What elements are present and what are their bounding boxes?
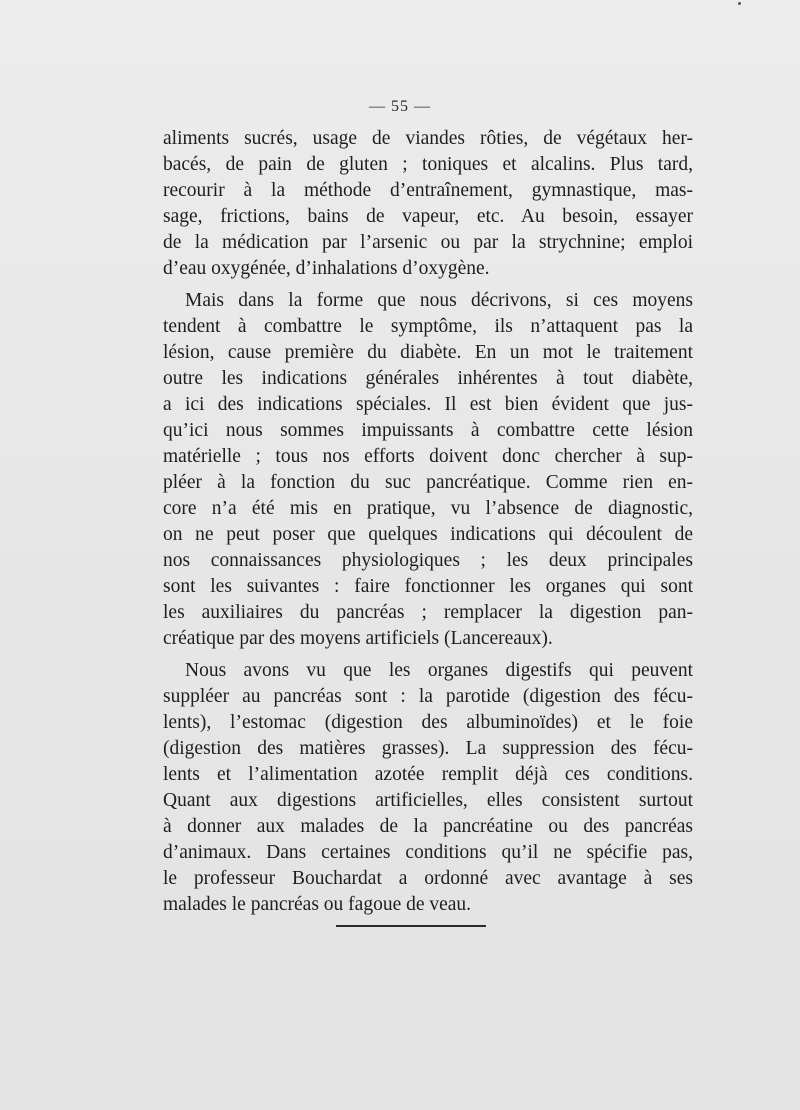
paragraph-3: [163, 658, 693, 918]
text-line: sont les suivantes : faire fonctionner les organes qui sont: [163, 576, 693, 597]
end-rule: [336, 925, 486, 927]
page-number: — 55 —: [369, 98, 431, 115]
paragraph-1: [163, 126, 693, 282]
text-line: on ne peut poser que quelques indications qui découlent de: [163, 524, 693, 545]
text-line: suppléer au pancréas sont : la parotide (digestion des fécu-: [163, 686, 693, 707]
text-line: (digestion des matières grasses). La suppression des fécu-: [163, 738, 693, 759]
text-line: le professeur Bouchardat a ordonné avec avantage à ses: [163, 868, 693, 889]
text-line: nos connaissances physiologiques ; les deux principales: [163, 550, 693, 571]
text-line: les auxiliaires du pancréas ; remplacer la digestion pan-: [163, 602, 693, 623]
text-line: créatique par des moyens artificiels (Lancereaux).: [163, 628, 553, 649]
text-line: qu’ici nous sommes impuissants à combattre cette lésion: [163, 420, 693, 441]
text-line: sage, frictions, bains de vapeur, etc. Au besoin, essayer: [163, 206, 693, 227]
text-line: lésion, cause première du diabète. En un mot le traitement: [163, 342, 693, 363]
text-line: tendent à combattre le symptôme, ils n’attaquent pas la: [163, 316, 693, 337]
text-line: recourir à la méthode d’entraînement, gymnastique, mas-: [163, 180, 693, 201]
text-line: core n’a été mis en pratique, vu l’absence de diagnostic,: [163, 498, 693, 519]
text-line: outre les indications générales inhérentes à tout diabète,: [163, 368, 693, 389]
text-line: lents), l’estomac (digestion des albuminoïdes) et le foie: [163, 712, 693, 733]
edge-speck: [738, 2, 741, 5]
text-line: d’animaux. Dans certaines conditions qu’il ne spécifie pas,: [163, 842, 693, 863]
text-line: aliments sucrés, usage de viandes rôties, de végétaux her-: [163, 128, 693, 149]
text-line: lents et l’alimentation azotée remplit déjà ces conditions.: [163, 764, 693, 785]
text-line: pléer à la fonction du suc pancréatique. Comme rien en-: [163, 472, 693, 493]
text-line: bacés, de pain de gluten ; toniques et alcalins. Plus tard,: [163, 154, 693, 175]
text-line: à donner aux malades de la pancréatine ou des pancréas: [163, 816, 693, 837]
text-line: Nous avons vu que les organes digestifs qui peuvent: [185, 660, 693, 681]
text-line: matérielle ; tous nos efforts doivent donc chercher à sup-: [163, 446, 693, 467]
text-line: Mais dans la forme que nous décrivons, si ces moyens: [185, 290, 693, 311]
text-line: a ici des indications spéciales. Il est bien évident que jus-: [163, 394, 693, 415]
text-line: malades le pancréas ou fagoue de veau.: [163, 894, 472, 915]
body-text: [163, 126, 693, 918]
text-line: d’eau oxygénée, d’inhalations d’oxygène.: [163, 258, 490, 279]
paragraph-2: [163, 288, 693, 652]
text-line: de la médication par l’arsenic ou par la strychnine; emploi: [163, 232, 693, 253]
text-line: Quant aux digestions artificielles, elles consistent surtout: [163, 790, 693, 811]
